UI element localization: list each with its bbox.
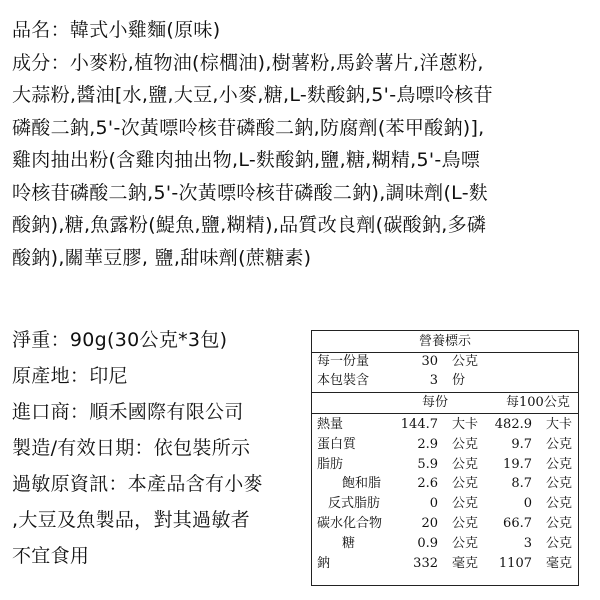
importer-line: 進口商：順禾國際有限公司 [12,401,244,423]
nutrient-name: 鈉 [317,555,331,571]
per-serving-unit: 公克 [452,516,479,531]
nutrient-row [312,535,578,553]
nutrient-name: 蛋白質 [317,436,357,452]
per-100g-unit: 公克 [546,436,573,452]
per-serving-value: 0.9 [417,535,438,551]
allergen-line: 過敏原資訊：本產品含有小麥 [12,473,263,495]
nutrition-table [311,330,579,586]
per-100g-value: 19.7 [503,456,532,472]
per-100g-value: 1107 [498,555,532,571]
nutrient-name: 飽和脂 [342,476,382,492]
servings-row [312,372,578,390]
per-100g-value: 8.7 [511,476,532,492]
per-100g-value: 482.9 [494,417,532,432]
per-serving-value: 332 [413,555,438,571]
nutrient-row [312,495,578,513]
expiry-line: 製造/有效日期：依包裝所示 [12,437,251,459]
servings-unit: 份 [452,373,466,388]
per-100g-unit: 大卡 [546,417,573,432]
serving-size-row [312,353,578,371]
per-serving-unit: 公克 [452,496,479,512]
per-serving-value: 144.7 [400,417,438,432]
per-serving-header: 每份 [422,395,449,410]
ingredients-line: 呤核苷磷酸二鈉,5'-次黃嘌呤核苷磷酸二鈉),調味劑(L-麩 [12,181,489,204]
product-name-line: 品名：韓式小雞麵(原味) [12,19,221,41]
column-header-row [312,394,578,412]
nutrient-name: 反式脂肪 [328,496,381,512]
nutrient-row [312,475,578,493]
nutrition-title: 營養標示 [418,334,471,349]
per-serving-value: 2.6 [417,476,438,492]
per-100g-value: 9.7 [511,436,532,452]
per-serving-value: 20 [421,516,438,531]
nutrient-name: 碳水化合物 [317,516,383,531]
per-serving-value: 0 [429,496,438,512]
ingredients-line: 酸鈉),關華豆膠, 鹽,甜味劑(蔗糖素) [12,246,312,269]
per-100g-unit: 毫克 [546,555,573,571]
ingredients-line: 磷酸二鈉,5'-次黃嘌呤核苷磷酸二鈉,防腐劑(苯甲酸鈉)], [12,116,485,139]
serving-size-unit: 公克 [452,354,479,369]
servings-label: 本包裝含 [317,373,370,388]
per-100g-value: 0 [523,496,532,512]
ingredients-line: 雞肉抽出粉(含雞肉抽出物,L-麩酸鈉,鹽,糖,糊精,5'-鳥嘌 [12,149,481,171]
per-serving-value: 5.9 [417,456,438,472]
origin-line: 原產地：印尼 [12,365,128,387]
per-100g-unit: 公克 [546,496,573,512]
per-100g-header: 每100公克 [506,395,570,410]
per-100g-unit: 公克 [546,535,573,551]
nutrient-row [312,555,578,573]
per-serving-value: 2.9 [417,436,438,452]
net-weight-line: 淨重：90g(30公克*3包) [12,329,228,351]
nutrient-name: 糖 [342,535,356,551]
nutrient-row [312,456,578,474]
serving-size-label: 每一份量 [317,354,370,369]
nutrient-row [312,416,578,434]
per-100g-unit: 公克 [546,516,573,531]
per-serving-unit: 公克 [452,436,479,452]
ingredients-block [12,14,592,274]
nutrient-name: 熱量 [317,417,344,432]
servings-value: 3 [429,373,438,388]
per-serving-unit: 毫克 [452,555,479,571]
nutrient-row [312,515,578,533]
ingredients-line: 酸鈉),糖,魚露粉(鯷魚,鹽,糊精),品質改良劑(碳酸鈉,多磷 [12,214,487,236]
per-serving-unit: 公克 [452,476,479,492]
allergen-line: ,大豆及魚製品，對其過敏者 [12,509,250,531]
allergen-line: 不宜食用 [12,545,90,567]
nutrient-row [312,436,578,454]
per-serving-unit: 公克 [452,535,479,551]
per-serving-unit: 公克 [452,456,479,472]
per-serving-unit: 大卡 [452,417,479,432]
nutrition-title-row [312,333,578,351]
per-100g-value: 66.7 [503,516,532,531]
per-100g-unit: 公克 [546,476,573,492]
ingredients-line: 成分：小麥粉,植物油(棕櫚油),樹薯粉,馬鈴薯片,洋蔥粉, [12,51,484,74]
per-100g-value: 3 [523,535,532,551]
nutrient-name: 脂肪 [317,456,344,472]
per-100g-unit: 公克 [546,456,573,472]
serving-size-value: 30 [421,354,438,369]
product-info-block [12,322,304,574]
ingredients-line: 大蒜粉,醬油[水,鹽,大豆,小麥,糖,L-麩酸鈉,5'-鳥嘌呤核苷 [12,84,493,106]
